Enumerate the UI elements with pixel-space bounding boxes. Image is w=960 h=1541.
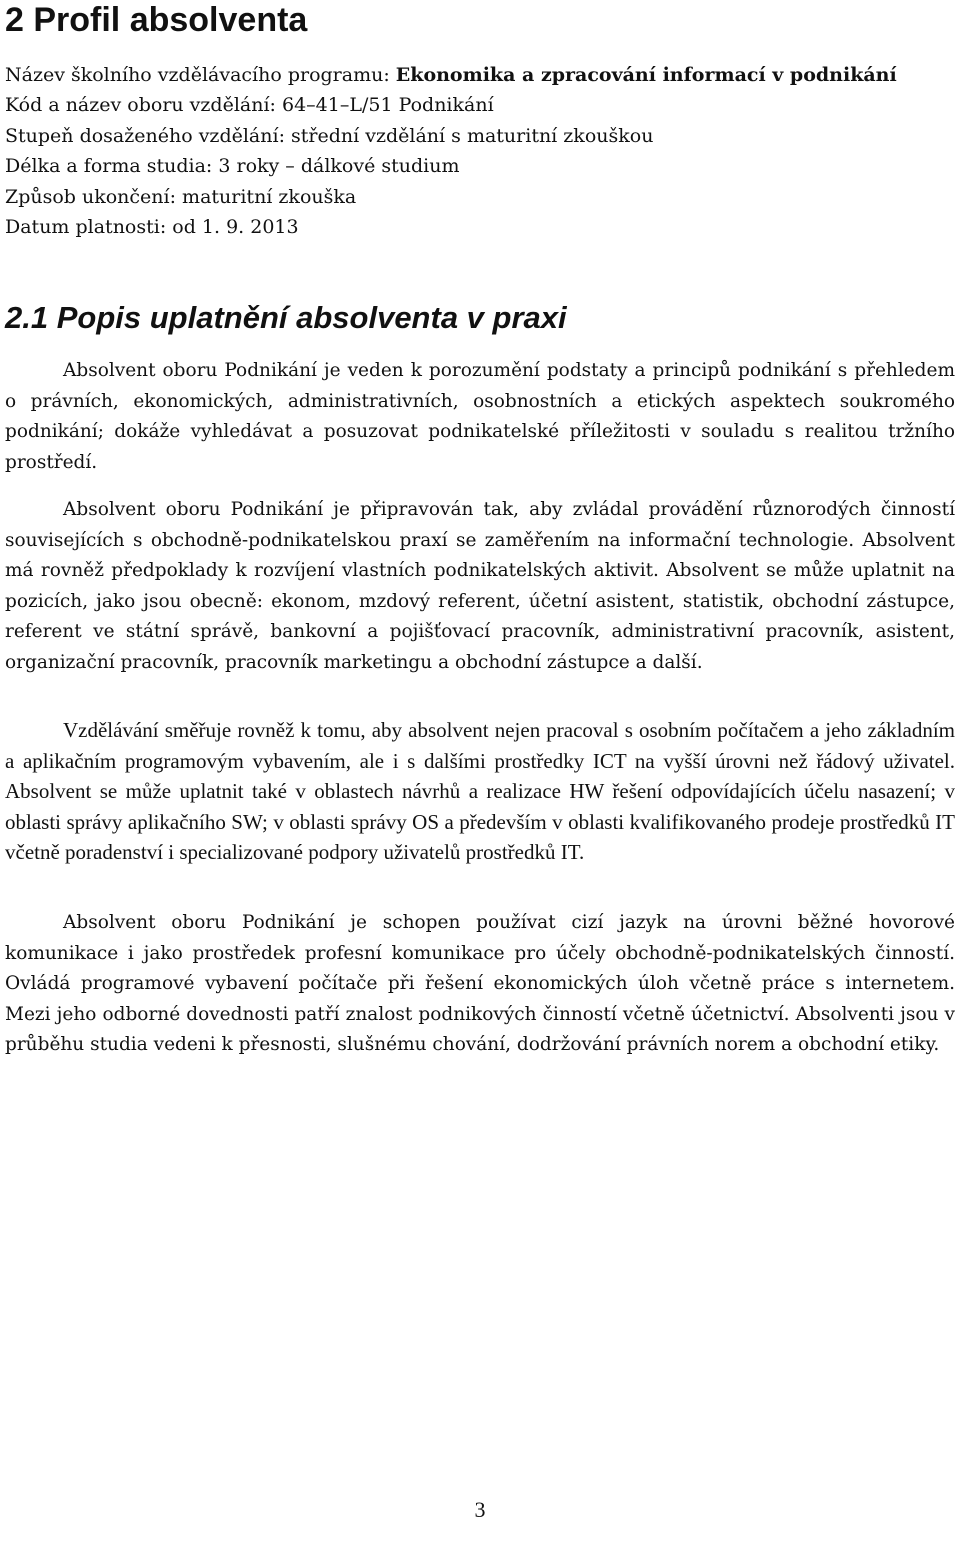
paragraph: Absolvent oboru Podnikání je veden k porozumění podstaty a principů podnikání s přehledem o právních, ekonomických, administrativních, osobnostních a etických aspektech soukromého podnikání; dokáže vyhledávat a posuzovat podnikatelské příležitosti v souladu s realitou tržního prostředí. xyxy=(5,360,955,473)
chapter-title: 2 Profil absolventa xyxy=(5,1,308,39)
program-value: Ekonomika a zpracování informací v podnikání xyxy=(395,64,897,86)
education-level-line: Stupeň dosaženého vzdělání: střední vzdělání s maturitní zkouškou xyxy=(5,124,654,147)
field-code-line: Kód a název oboru vzdělání: 64–41–L/51 Podnikání xyxy=(5,94,494,117)
paragraph: Absolvent oboru Podnikání je schopen používat cizí jazyk na úrovni běžné hovorové komunikace i jako prostředek profesní komunikace pro účely obchodně-podnikatelských činností. Ovládá programové vybavení počítače při řešení ekonomických úloh včetně práce s internetem. Mezi jeho odborné dovednosti patří znalost podnikových činností včetně účetnictví. Absolventi jsou v průběhu studia vedeni k přesnosti, slušnému chování, dodržování právních norem a obchodní etiky. xyxy=(5,912,955,1056)
program-label: Název školního vzdělávacího programu: xyxy=(5,64,396,86)
section-title: 2.1 Popis uplatnění absolventa v praxi xyxy=(5,300,567,335)
paragraph: Absolvent oboru Podnikání je připravován tak, aby zvládal provádění různorodých činností souvisejících s obchodně-podnikatelskou praxí se zaměřením na informační technologie. Absolvent má rovněž předpoklady k rozvíjení vlastních podnikatelských aktivit. Absolvent se může uplatnit na pozicích, jako jsou obecně: ekonom, mzdový referent, účetní asistent, statistik, obchodní zástupce, referent ve státní správě, bankovní a pojišťovací pracovník, administrativní pracovník, asistent, organizační pracovník, pracovník marketingu a obchodní zástupce a další. xyxy=(5,499,955,673)
program-info xyxy=(5,60,955,242)
program-name-line xyxy=(5,60,955,90)
validity-line: Datum platnosti: od 1. 9. 2013 xyxy=(5,216,299,239)
paragraph: Vzdělávání směřuje rovněž k tomu, aby absolvent nejen pracoval s osobním počítačem a jeho základním a aplikačním programovým vybavením, ale i s dalšími prostředky ICT na vyšší úrovni než řádový uživatel. Absolvent se může uplatnit také v oblastech návrhů a realizace HW řešení odpovídajících účelu nasazení; v oblasti správy aplikačního SW; v oblasti správy OS a především v oblasti kvalifikovaného prodeje prostředků IT včetně poradenství i specializované podpory uživatelů prostředků IT. xyxy=(5,718,955,865)
completion-line: Způsob ukončení: maturitní zkouška xyxy=(5,185,357,208)
page-number: 3 xyxy=(474,1497,486,1522)
study-form-line: Délka a forma studia: 3 roky – dálkové studium xyxy=(5,155,460,178)
